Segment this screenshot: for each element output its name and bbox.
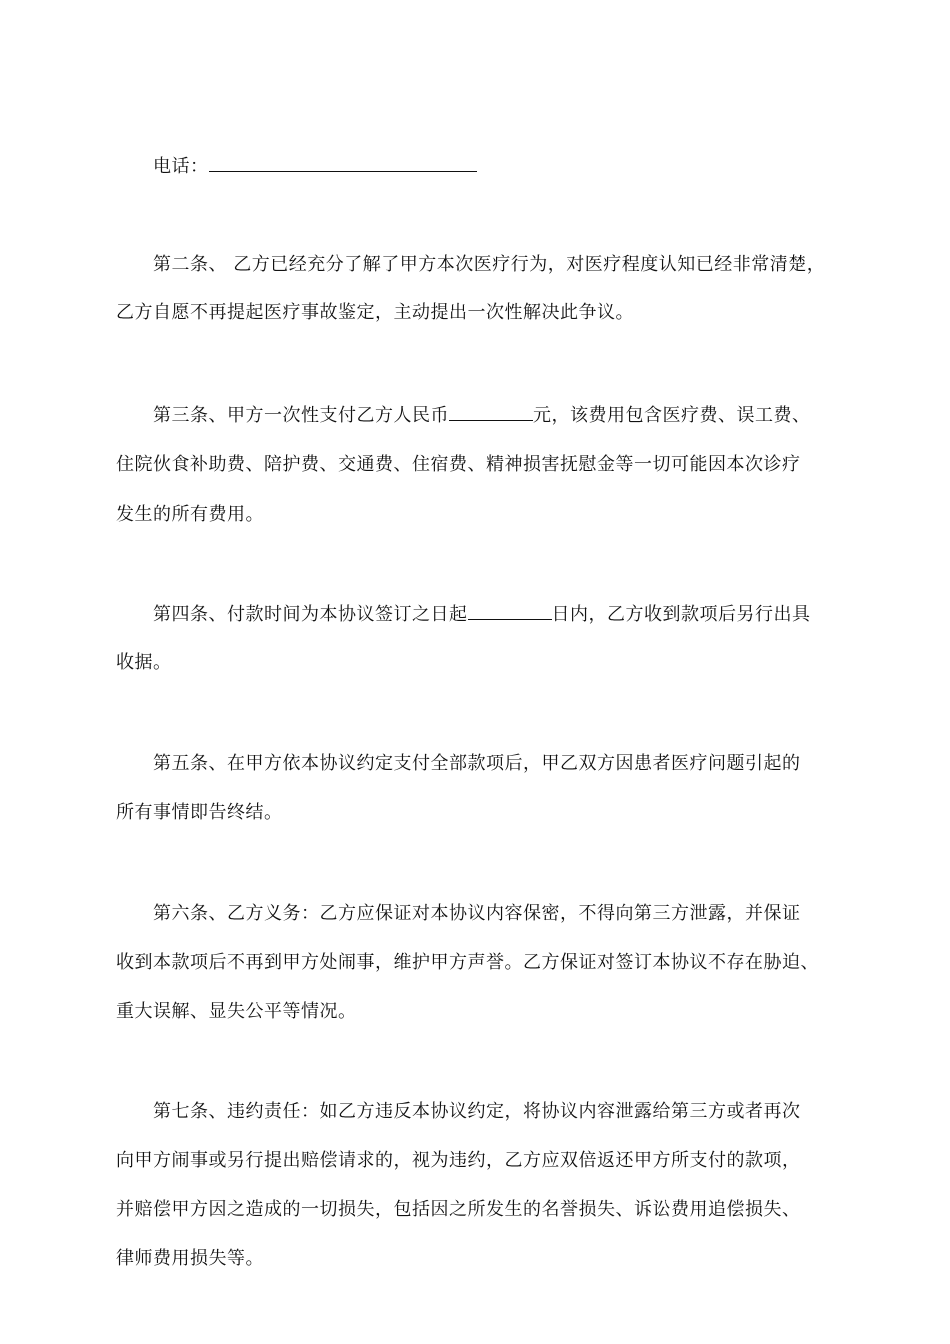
days-blank (468, 603, 552, 620)
article-6-line-2: 收到本款项后不再到甲方处闹事，维护甲方声誉。乙方保证对签订本协议不存在胁迫、 (116, 952, 819, 973)
phone-blank (209, 155, 477, 172)
article-7-line-2: 向甲方闹事或另行提出赔偿请求的，视为违约，乙方应双倍返还甲方所支付的款项， (116, 1150, 801, 1171)
article-3-text-before: 第三条、甲方一次性支付乙方人民币 (153, 405, 449, 426)
article-7-line-1: 第七条、违约责任：如乙方违反本协议约定，将协议内容泄露给第三方或者再次 (153, 1101, 801, 1122)
article-4-text-after: 日内，乙方收到款项后另行出具 (551, 604, 811, 625)
article-3-line-1 (153, 404, 811, 427)
article-3-line-2: 住院伙食补助费、陪护费、交通费、住宿费、精神损害抚慰金等一切可能因本次诊疗 (116, 454, 801, 475)
article-3-text-after: 元，该费用包含医疗费、误工费、 (533, 405, 811, 426)
article-5-line-1: 第五条、在甲方依本协议约定支付全部款项后，甲乙双方因患者医疗问题引起的 (153, 753, 801, 774)
article-3-line-3: 发生的所有费用。 (116, 504, 264, 525)
article-4-line-1 (153, 603, 811, 626)
article-2-line-2: 乙方自愿不再提起医疗事故鉴定，主动提出一次性解决此争议。 (116, 302, 634, 323)
article-6-line-1: 第六条、乙方义务：乙方应保证对本协议内容保密，不得向第三方泄露，并保证 (153, 903, 801, 924)
phone-label: 电话： (153, 156, 209, 177)
article-7-line-4: 律师费用损失等。 (116, 1248, 264, 1269)
article-2-line-1: 第二条、 乙方已经充分了解了甲方本次医疗行为，对医疗程度认知已经非常清楚， (153, 254, 826, 275)
article-4-line-2: 收据。 (116, 652, 172, 673)
article-5-line-2: 所有事情即告终结。 (116, 802, 283, 823)
article-4-text-before: 第四条、付款时间为本协议签订之日起 (153, 604, 468, 625)
article-7-line-3: 并赔偿甲方因之造成的一切损失，包括因之所发生的名誉损失、诉讼费用追偿损失、 (116, 1199, 801, 1220)
phone-line (153, 155, 477, 178)
amount-blank (449, 404, 533, 421)
article-6-line-3: 重大误解、显失公平等情况。 (116, 1001, 357, 1022)
